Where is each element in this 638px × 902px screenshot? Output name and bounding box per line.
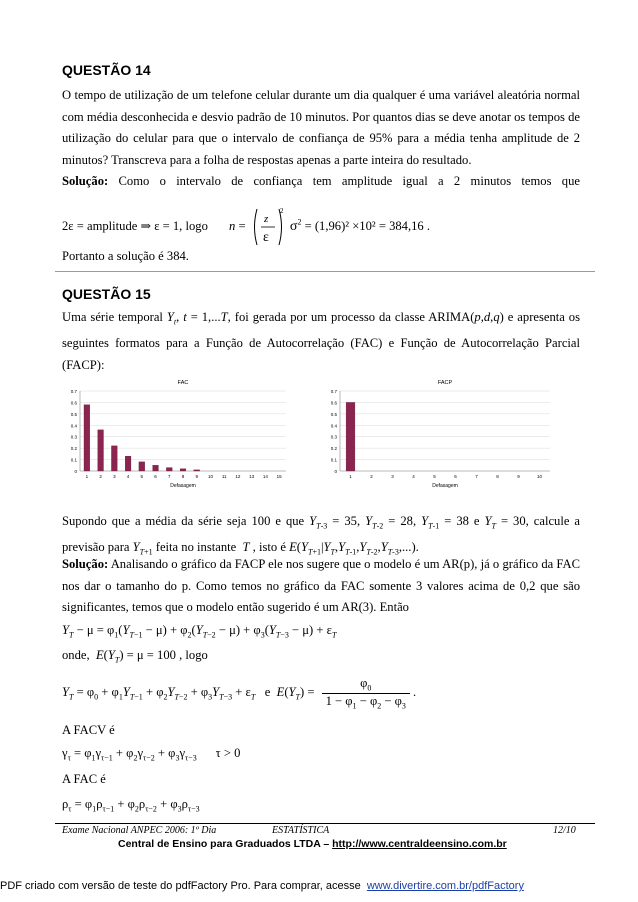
- x-tick-label: 5: [433, 474, 436, 479]
- y-tick-label: 0.6: [70, 400, 77, 406]
- x-tick-label: 6: [454, 474, 457, 479]
- y-tick-label: 0.2: [70, 446, 77, 452]
- svg-text:z: z: [263, 213, 269, 225]
- x-tick-label: 10: [207, 474, 213, 479]
- bar-3: [111, 446, 117, 471]
- footer-center: ESTATÍSTICA: [272, 825, 330, 836]
- y-tick-label: 0.4: [330, 423, 337, 429]
- bar-1: [346, 402, 355, 471]
- q15-onde: onde, $E(Y_T) = \mu = 100$ , logo: [62, 648, 208, 665]
- q14-body: O tempo de utilização de um telefone celular durante um dia qualquer é uma variável aleatória normal com média desconhecida e desvio padrão de 10 minutos. Por quantos dias se deve anotar os tempos de utilização do celular para que o intervalo de confiança de 95% para a média tenha amplitude de 2 minutos? Transcreva para a folha de respostas apenas a parte inteira do resultado.: [62, 88, 580, 167]
- q15-eq3: $\gamma_\tau = \varphi_1\gamma_{\tau-1} + \varphi_2\gamma_{\tau-2} + \varphi_3\gamma_{\tau-3}$ τ > 0: [62, 746, 241, 763]
- footer-rule: [55, 823, 595, 824]
- footer-left: Exame Nacional ANPEC 2006: 1º Dia: [62, 825, 217, 836]
- y-tick-label: 0.3: [70, 434, 77, 440]
- credit-link[interactable]: http://www.centraldeensino.com.br: [332, 838, 507, 850]
- y-tick-label: 0.7: [330, 389, 337, 394]
- bar-4: [125, 456, 131, 471]
- q15-eq4: $\rho_\tau = \varphi_1\rho_{\tau-1} + \varphi_2\rho_{\tau-2} + \varphi_3\rho_{\tau-3}$: [62, 797, 200, 814]
- bar-2: [98, 430, 104, 471]
- x-tick-label: 3: [113, 474, 116, 479]
- svg-text:ε: ε: [262, 230, 269, 245]
- q14-solution-label: Solução:: [62, 174, 109, 188]
- bar-6: [153, 465, 159, 471]
- bar-7: [166, 468, 172, 471]
- x-tick-label: 12: [235, 474, 241, 479]
- x-tick-label: 3: [391, 474, 394, 479]
- footer-credit: [118, 838, 507, 850]
- x-tick-label: 1: [349, 474, 352, 479]
- y-tick-label: 0.5: [70, 411, 77, 417]
- q15-eq1: $Y_T - \mu = \varphi_1(Y_{T-1} - \mu) + \varphi_2(Y_{T-2} - \mu) + \varphi_3(Y_{T-3} - \mu) + \varepsilon_T$: [62, 623, 337, 640]
- x-tick-label: 8: [181, 474, 185, 479]
- x-tick-label: 6: [154, 474, 157, 479]
- svg-text:2: 2: [279, 207, 284, 215]
- x-axis-label: Defasagem: [432, 483, 458, 489]
- q15-title: QUESTÃO 15: [62, 286, 151, 302]
- x-tick-label: 11: [221, 474, 227, 479]
- y-tick-label: 0.1: [330, 457, 337, 463]
- q15-para2: Supondo que a média da série seja 100 e que $Y_{T-3} = 35$, $Y_{T-2} = 28$, $Y_{T-1} = 38$ e $Y_T = 30$, calcule a previsão para $Y_{T+1}$ feita no instante T , isto é $E(Y_{T+1}|Y_T,Y_{T-1},Y_{T-2},Y_{T-3},...)$.: [62, 514, 581, 557]
- y-tick-label: 0.3: [330, 434, 337, 440]
- pdf-banner-link[interactable]: www.divertire.com.br/pdfFactory: [366, 880, 524, 892]
- x-tick-label: 8: [496, 474, 499, 479]
- bar-1: [84, 405, 90, 471]
- chart-title: FAC: [177, 380, 189, 386]
- x-tick-label: 5: [140, 474, 144, 479]
- x-tick-label: 1: [85, 474, 89, 479]
- z-over-epsilon-fraction: [251, 207, 285, 247]
- y-tick-label: 0.7: [70, 389, 77, 394]
- bar-9: [194, 470, 200, 471]
- q14-conclusion: Portanto a solução é 384.: [62, 249, 189, 263]
- section-divider: [55, 271, 595, 272]
- q15-eq2: $Y_T = \varphi_0 + \varphi_1Y_{T-1} + \varphi_2Y_{T-2} + \varphi_3Y_{T-3} + \varepsilon_T$ e $E(Y_T)$ = $\frac{\varphi_0}{1 - \varphi_1 - \varphi_2 - \varphi_3}$ .: [62, 676, 417, 711]
- x-axis-label: Defasagem: [170, 483, 196, 489]
- q15-fac-label: A FAC é: [62, 772, 106, 786]
- y-tick-label: 0.6: [330, 400, 337, 406]
- q14-formula-left: 2ε = amplitude ⇒ ε = 1, logo: [62, 218, 208, 233]
- y-tick-label: 0.4: [70, 423, 77, 429]
- credit-text: Central de Ensino para Graduados LTDA –: [118, 838, 333, 850]
- y-tick-label: 0.1: [70, 457, 77, 463]
- q14-formula: 2ε = amplitude ⇒ ε = 1, logo n = z ε 2 $\sigma^2 = (1,96)^2 \times 10^2 = 384,16$ .: [62, 207, 430, 245]
- x-tick-label: 13: [249, 474, 255, 479]
- q15-solution-label: Solução:: [62, 557, 109, 571]
- chart-title: FACP: [437, 380, 453, 386]
- x-tick-label: 15: [276, 474, 282, 479]
- q15-intro: Uma série temporal $Y_t$, t = 1,...T, foi gerada por um processo da classe ARIMA(p,d,q) e apresenta os seguintes formatos para a Função de Autocorrelação (FAC) e Função de Autocorrelação Parcial (FACP):: [62, 310, 581, 372]
- q15-solution: [62, 554, 580, 619]
- x-tick-label: 10: [536, 474, 543, 479]
- y-tick-label: 0: [334, 469, 337, 474]
- x-tick-label: 14: [262, 474, 268, 479]
- footer-page: 12/10: [553, 825, 576, 836]
- y-tick-label: 0: [74, 469, 77, 474]
- x-tick-label: 9: [195, 474, 198, 479]
- fac-chart: [60, 375, 292, 493]
- pdf-banner-text: PDF criado com versão de teste do pdfFactory Pro. Para comprar, acesse: [0, 880, 361, 892]
- x-tick-label: 2: [99, 474, 102, 479]
- x-tick-label: 9: [517, 474, 520, 479]
- bar-8: [180, 469, 186, 471]
- x-tick-label: 4: [412, 474, 415, 479]
- x-tick-label: 7: [475, 474, 478, 479]
- q14-solution-text: Como o intervalo de confiança tem amplitude igual a 2 minutos temos que: [108, 174, 580, 188]
- pdf-trial-banner: [0, 880, 638, 892]
- q15-solution-text: Analisando o gráfico da FACP ele nos sugere que o modelo é um AR(p), já o gráfico da FAC nos dar o tamanho do p. Como temos no gráfico da FAC somente 3 valores acima de 0,2 que são significantes, temos que o modelo então sugerido é um AR(3). Então: [62, 557, 580, 614]
- x-tick-label: 7: [168, 474, 171, 479]
- x-tick-label: 4: [126, 474, 130, 479]
- q14-title: QUESTÃO 14: [62, 62, 151, 78]
- y-tick-label: 0.2: [330, 446, 337, 452]
- facp-chart: [320, 375, 556, 493]
- bar-5: [139, 462, 145, 471]
- y-tick-label: 0.5: [330, 411, 337, 417]
- x-tick-label: 2: [370, 474, 373, 479]
- q14-formula-right: = (1,96)² ×10² = 384,16 .: [304, 218, 430, 233]
- q14-solution: [62, 171, 580, 193]
- q15-facv-label: A FACV é: [62, 723, 115, 737]
